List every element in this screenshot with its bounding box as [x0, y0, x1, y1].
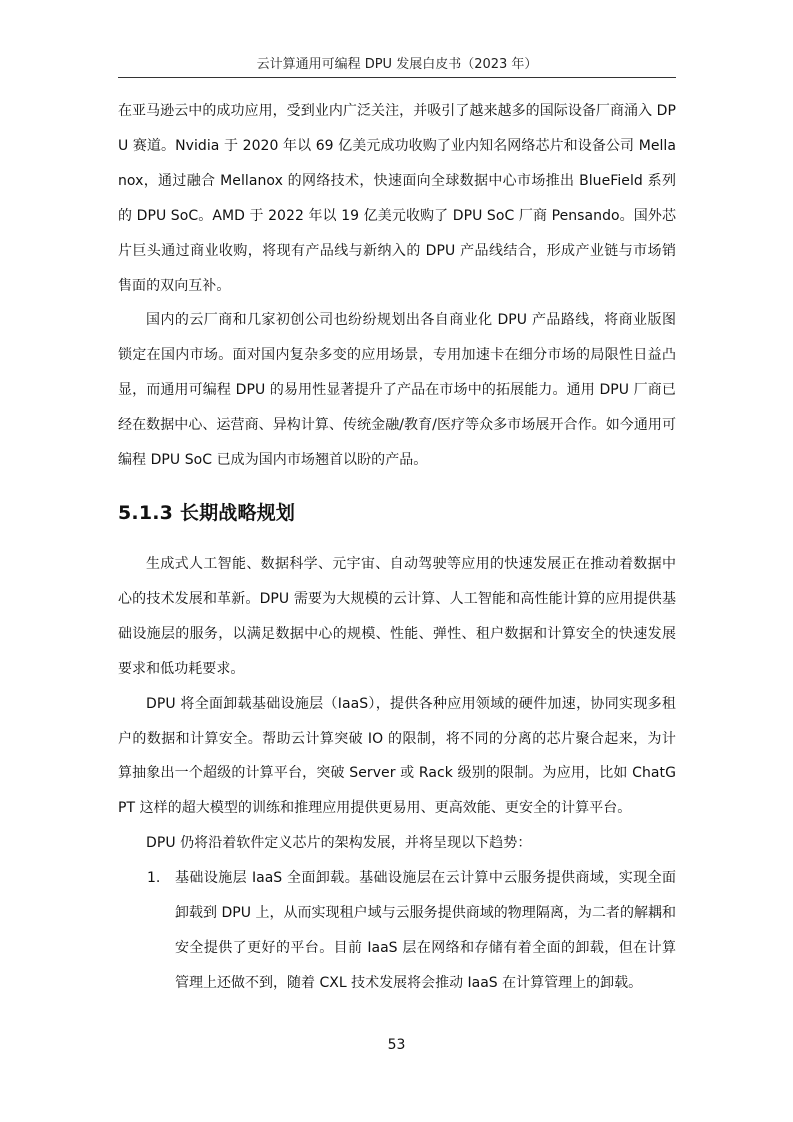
- page-body: [118, 94, 676, 1001]
- paragraph-iaas-offload: DPU 将全面卸载基础设施层（IaaS），提供各种应用领域的硬件加速，协同实现多租户的数据和计算安全。帮助云计算突破 IO 的限制，将不同的分离的芯片聚合起来，为计算抽象出一个超级的计算平台，突破 Server 或 Rack 级别的限制。为应用，比如 ChatGPT 这样的超大模型的训练和推理应用提供更易用、更高效能、更安全的计算平台。: [118, 695, 676, 817]
- header-title: 云计算通用可编程 DPU 发展白皮书（2023 年）: [256, 57, 538, 72]
- paragraph-domestic-market: 国内的云厂商和几家初创公司也纷纷规划出各自商业化 DPU 产品路线，将商业版图锁定在国内市场。面对国内复杂多变的应用场景，专用加速卡在细分市场的局限性日益凸显，而通用可编程 DPU 的易用性显著提升了产品在市场中的拓展能力。通用 DPU 厂商已经在数据中心、运营商、异构计算、传统金融/教育/医疗等众多市场展开合作。如今通用可编程 DPU SoC 已成为国内市场翘首以盼的产品。: [118, 312, 676, 469]
- paragraph-trends-intro: DPU 仍将沿着软件定义芯片的架构发展，并将呈现以下趋势：: [146, 835, 532, 852]
- page-header: [118, 56, 676, 78]
- list-item-number: 1.: [147, 870, 161, 887]
- list-item: [118, 861, 676, 1001]
- page-number: 53: [387, 1037, 406, 1053]
- header-divider: [118, 77, 676, 78]
- paragraph-ai-trends: 生成式人工智能、数据科学、元宇宙、自动驾驶等应用的快速发展正在推动着数据中心的技术发展和革新。DPU 需要为大规模的云计算、人工智能和高性能计算的应用提供基础设施层的服务，以满足数据中心的规模、性能、弹性、租户数据和计算安全的快速发展要求和低功耗要求。: [118, 555, 676, 677]
- list-item-text: 基础设施层 IaaS 全面卸载。基础设施层在云计算中云服务提供商域，实现全面卸载到 DPU 上，从而实现租户域与云服务提供商域的物理隔离，为二者的解耦和安全提供了更好的平台。目前 IaaS 层在网络和存储有着全面的卸载，但在计算管理上还做不到，随着 CXL 技术发展将会推动 IaaS 在计算管理上的卸载。: [175, 870, 676, 991]
- paragraph-intl-vendors: 在亚马逊云中的成功应用，受到业内广泛关注，并吸引了越来越多的国际设备厂商涌入 DPU 赛道。Nvidia 于 2020 年以 69 亿美元成功收购了业内知名网络芯片和设备公司 Mellanox，通过融合 Mellanox 的网络技术，快速面向全球数据中心市场推出 BlueField 系列的 DPU SoC。AMD 于 2022 年以 19 亿美元收购了 DPU SoC 厂商 Pensando。国外芯片巨头通过商业收购，将现有产品线与新纳入的 DPU 产品线结合，形成产业链与市场销售面的双向互补。: [118, 103, 676, 294]
- section-heading: 5.1.3 长期战略规划: [118, 501, 296, 524]
